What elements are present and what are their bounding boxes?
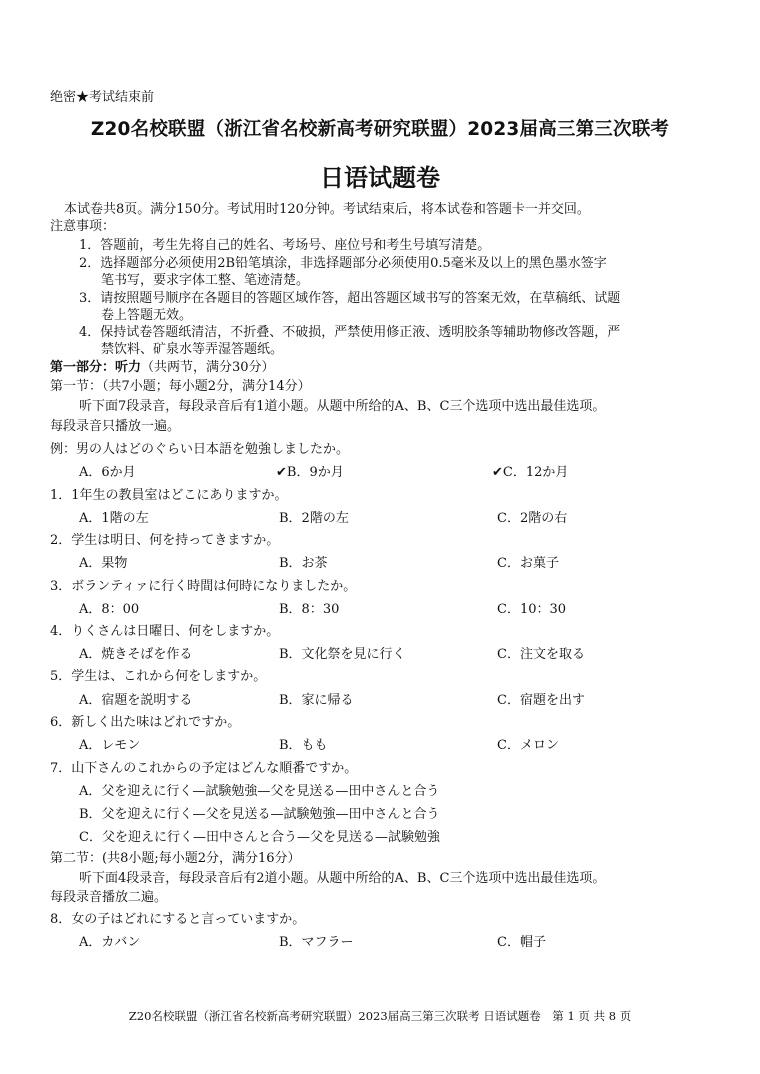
notice-item-4-cont: 禁饮料、矿泉水等弄湿答题纸。 [101,342,284,357]
question-4: 4．りくさんは日曜日、何をしますか。 [50,624,280,639]
exam-title: Z20名校联盟（浙江省名校新高考研究联盟）2023届高三第三次联考 [90,119,670,140]
example-question: 例：男の人はどのぐらい日本語を勉強しましたか。 [50,442,350,457]
question-8: 8．女の子はどれにすると言っていますか。 [50,912,306,927]
question-2-option-b: B．お茶 [279,556,328,571]
question-3-option-b: B．8：30 [279,602,340,617]
question-5-option-a: A．宿題を説明する [79,693,193,708]
section1-instruction-cont: 每段录音只播放一遍。 [50,419,181,434]
section2-heading: 第二节：(共8小题;每小题2分，满分16分） [50,851,301,866]
question-7-option-b: B．父を迎えに行く—父を見送る—試験勉強—田中さんと合う [79,807,440,822]
question-8-option-c: C．帽子 [497,935,546,950]
page-footer: Z20名校联盟（浙江省名校新高考研究联盟）2023届高三第三次联考 日语试题卷 第 1 页 共 8 页 [128,1009,632,1023]
question-4-option-c: C．注文を取る [497,647,585,662]
example-option-a: A．6か月 [79,465,136,480]
example-option-c: ✔C．12か月 [492,465,569,480]
question-2: 2．学生は明日、何を持ってきますか。 [50,533,280,548]
part1-heading-rest: （共两节，满分30分） [141,360,275,375]
question-1-option-a: A．1階の左 [79,511,149,526]
question-5: 5．学生は、これから何をしますか。 [50,669,267,684]
section1-instruction: 听下面7段录音，每段录音后有1道小题。从题中所给的A、B、C三个选项中选出最佳选项。 [79,399,606,414]
example-option-b: ✔B．9か月 [276,465,344,480]
question-1: 1．1年生の教員室はどこにありますか。 [50,488,288,503]
notice-item-3-cont: 卷上答题无效。 [101,308,193,323]
notice-label: 注意事项： [50,219,116,234]
intro-line: 本试卷共8页。满分150分。考试用时120分钟。考试结束后，将本试卷和答题卡一并交回。 [64,202,590,217]
question-1-option-b: B．2階の左 [279,511,349,526]
notice-item-1: 1．答题前，考生先将自己的姓名、考场号、座位号和考生号填写清楚。 [79,238,491,253]
confidential-label: 绝密★考试结束前 [50,90,155,105]
question-3-option-c: C．10：30 [497,602,567,617]
question-7-option-a: A．父を迎えに行く—試験勉強—父を見送る—田中さんと合う [79,784,440,799]
question-3: 3．ボランティァに行く時間は何時になりましたか。 [50,579,357,594]
section1-heading: 第一节：（共7小题；每小题2分，满分14分） [50,379,311,394]
notice-item-4: 4．保持试卷答题纸清洁，不折叠、不破损，严禁使用修正液、透明胶条等辅助物修改答题，严 [79,325,621,340]
notice-item-3: 3．请按照题号顺序在各题目的答题区域作答，超出答题区域书写的答案无效，在草稿纸、试题 [79,291,621,306]
question-8-option-b: B．マフラー [279,935,354,950]
question-5-option-b: B．家に帰る [279,693,354,708]
question-4-option-a: A．焼きそばを作る [79,647,193,662]
section2-instruction: 听下面4段录音，每段录音后有2道小题。从题中所给的A、B、C三个选项中选出最佳选项。 [79,871,606,886]
question-7: 7．山下さんのこれからの予定はどんな順番ですか。 [50,761,358,776]
exam-subtitle: 日语试题卷 [320,164,440,192]
part1-heading-bold: 第一部分：听力 [50,360,142,375]
notice-item-2-cont: 笔书写，要求字体工整、笔迹清楚。 [101,273,310,288]
question-1-option-c: C．2階の右 [497,511,568,526]
question-6: 6．新しく出た味はどれですか。 [50,715,241,730]
section2-instruction-cont: 每段录音播放二遍。 [50,890,168,905]
question-6-option-c: C．メロン [497,738,559,753]
question-2-option-c: C．お菓子 [497,556,559,571]
question-5-option-c: C．宿題を出す [497,693,585,708]
question-6-option-b: B．もも [279,738,328,753]
notice-item-2: 2．选择题部分必须使用2B铅笔填涂，非选择题部分必须使用0.5毫米及以上的黑色墨水签字 [79,256,607,271]
question-8-option-a: A．カバン [79,935,141,950]
question-2-option-a: A．果物 [79,556,128,571]
question-3-option-a: A．8：00 [79,602,140,617]
part1-heading [50,359,275,376]
question-6-option-a: A．レモン [79,738,141,753]
question-7-option-c: C．父を迎えに行く—田中さんと合う—父を見送る—試験勉強 [79,830,440,845]
question-4-option-b: B．文化祭を見に行く [279,647,406,662]
